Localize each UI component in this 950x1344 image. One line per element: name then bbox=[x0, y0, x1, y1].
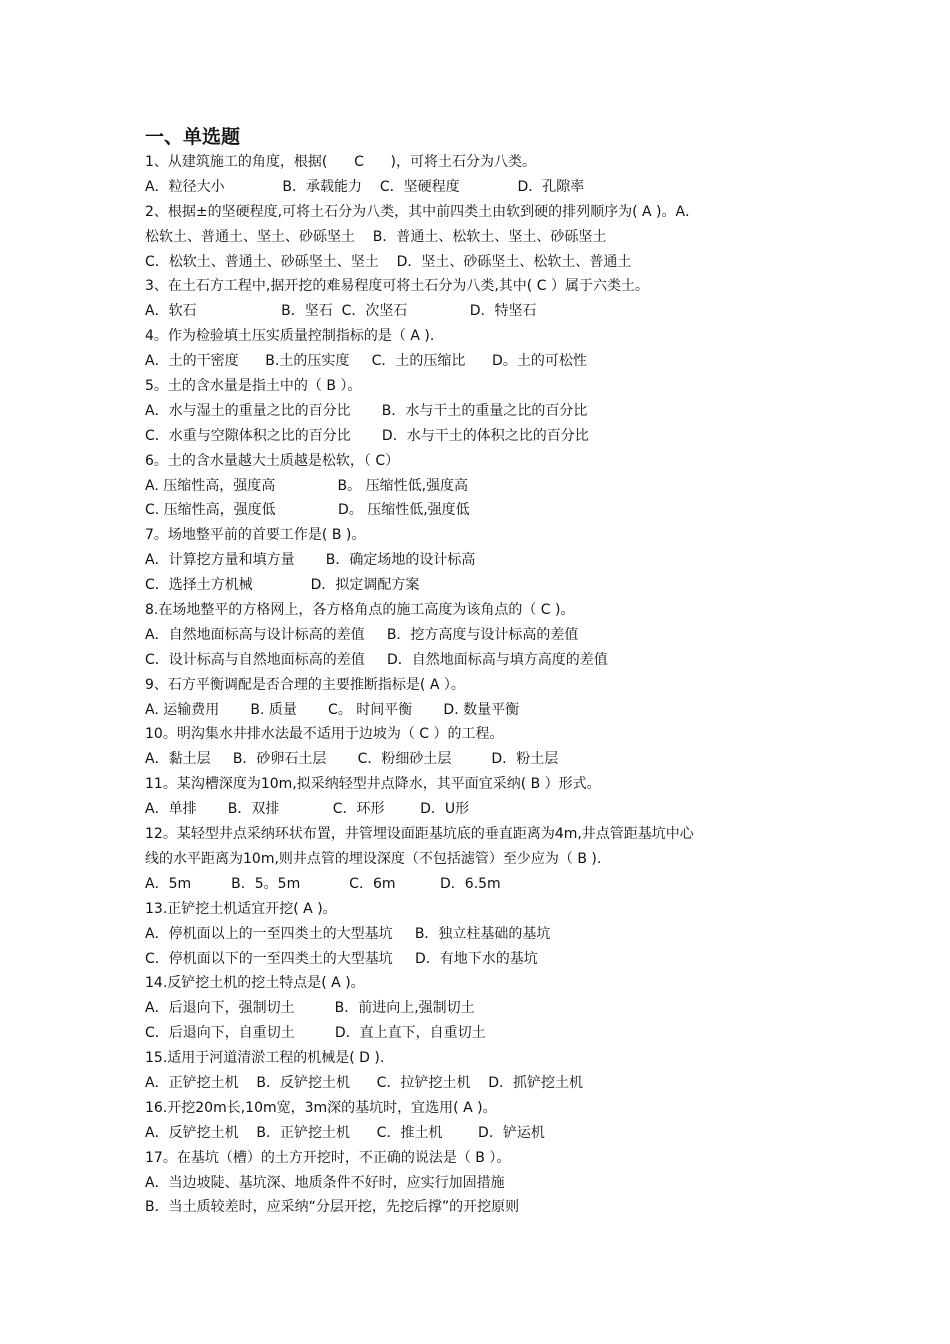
text-line: 3、在土石方工程中,据开挖的难易程度可将土石分为八类,其中( C ）属于六类土。 bbox=[145, 278, 649, 295]
text-line: C．水重与空隙体积之比的百分比 D．水与干土的体积之比的百分比 bbox=[145, 427, 589, 444]
text-line: A．自然地面标高与设计标高的差值 B．挖方高度与设计标高的差值 bbox=[145, 626, 579, 643]
text-line: A．单排 B．双排 C．环形 D．U形 bbox=[145, 801, 470, 818]
text-line: C．设计标高与自然地面标高的差值 D．自然地面标高与填方高度的差值 bbox=[145, 651, 608, 668]
text-line: 8.在场地整平的方格网上，各方格角点的施工高度为该角点的（ C )。 bbox=[145, 602, 575, 619]
text-line: C．停机面以下的一至四类土的大型基坑 D．有地下水的基坑 bbox=[145, 950, 538, 967]
text-line: 1、从建筑施工的角度，根据( C )，可将土石分为八类。 bbox=[145, 154, 537, 170]
text-line: A．正铲挖土机 B．反铲挖土机 C．拉铲挖土机 D．抓铲挖土机 bbox=[145, 1074, 584, 1091]
text-line: 16.开挖20m长,10m宽，3m深的基坑时，宜选用( A )。 bbox=[145, 1099, 497, 1116]
text-line: A. 运输费用 B. 质量 C。 时间平衡 D. 数量平衡 bbox=[145, 701, 520, 718]
text-line: 10。明沟集水井排水法最不适用于边坡为（ C ）的工程。 bbox=[145, 726, 504, 743]
text-line: 6。土的含水量越大土质越是松软，（ C） bbox=[145, 452, 400, 469]
text-line: C．松软土、普通土、砂砾坚土、坚土 D．坚土、砂砾坚土、松软土、普通土 bbox=[145, 253, 632, 270]
text-line: 14.反铲挖土机的挖土特点是( A )。 bbox=[145, 975, 365, 992]
text-line: A．粒径大小 B．承载能力 C．坚硬程度 D．孔隙率 bbox=[145, 178, 585, 195]
text-line: A．计算挖方量和填方量 B．确定场地的设计标高 bbox=[145, 552, 476, 569]
text-line: A．土的干密度 B.土的压实度 C．土的压缩比 D。土的可松性 bbox=[145, 353, 587, 370]
text-line: A．停机面以上的一至四类土的大型基坑 B．独立柱基础的基坑 bbox=[145, 925, 551, 942]
text-line: B．当土质较差时，应采纳“分层开挖，先挖后撑”的开挖原则 bbox=[145, 1199, 520, 1216]
text-line: 线的水平距离为10m,则井点管的埋设深度（不包括滤管）至少应为（ B ). bbox=[145, 850, 602, 867]
text-line: 11。某沟槽深度为10m,拟采纳轻型井点降水，其平面宜采纳( B ）形式。 bbox=[145, 776, 601, 793]
text-line: 15.适用于河道清淤工程的机械是( D ). bbox=[145, 1050, 385, 1067]
text-line: 松软土、普通土、坚土、砂砾坚土 B．普通土、松软土、坚土、砂砾坚土 bbox=[145, 228, 607, 245]
question-list bbox=[145, 150, 815, 1220]
text-line: A．软石 B．坚石 C．次坚石 D．特坚石 bbox=[145, 303, 537, 320]
text-line: 4。作为检验填土压实质量控制指标的是（ A ). bbox=[145, 328, 435, 345]
text-line: A．反铲挖土机 B．正铲挖土机 C．推土机 D．铲运机 bbox=[145, 1124, 545, 1141]
text-line: 5。土的含水量是指土中的（ B ）。 bbox=[145, 378, 362, 395]
text-line: A．5m B．5。5m C．6m D．6.5m bbox=[145, 875, 501, 892]
document-body bbox=[145, 124, 815, 1220]
text-line: C．后退向下，自重切土 D．直上直下，自重切土 bbox=[145, 1025, 486, 1042]
text-line: A．黏土层 B．砂卵石土层 C．粉细砂土层 D．粉土层 bbox=[145, 751, 559, 768]
text-line: A．水与湿土的重量之比的百分比 B．水与干土的重量之比的百分比 bbox=[145, 402, 588, 419]
text-line: C．选择土方机械 D．拟定调配方案 bbox=[145, 577, 420, 594]
text-line: 17。在基坑（槽）的土方开挖时，不正确的说法是（ B ）。 bbox=[145, 1149, 511, 1166]
text-line: C. 压缩性高，强度低 D。 压缩性低,强度低 bbox=[145, 502, 470, 519]
text-line: A．后退向下，强制切土 B．前进向上,强制切土 bbox=[145, 1000, 475, 1017]
text-line: 2、根据±的坚硬程度,可将土石分为八类，其中前四类土由软到硬的排列顺序为( A )。A． bbox=[145, 203, 700, 220]
text-line: 12。某轻型井点采纳环状布置，井管埋设面距基坑底的垂直距离为4m,井点管距基坑中心 bbox=[145, 826, 694, 843]
text-line: A．当边坡陡、基坑深、地质条件不好时，应实行加固措施 bbox=[145, 1174, 505, 1191]
text-line: 9、石方平衡调配是否合理的主要推断指标是( A ）。 bbox=[145, 676, 465, 693]
section-title: 一、单选题 bbox=[145, 126, 241, 148]
text-line: 13.正铲挖土机适宜开挖( A )。 bbox=[145, 900, 337, 917]
text-line: 7。场地整平前的首要工作是( B )。 bbox=[145, 527, 366, 544]
text-line: A. 压缩性高，强度高 B。 压缩性低,强度高 bbox=[145, 477, 469, 494]
